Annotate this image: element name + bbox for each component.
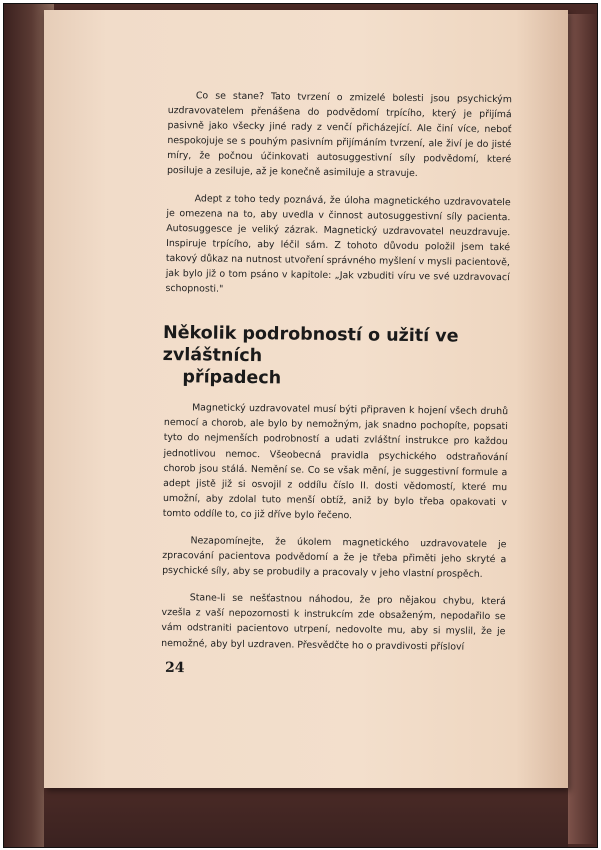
page-number: 24: [164, 659, 185, 677]
page-text: [161, 88, 512, 667]
table-background: [44, 788, 568, 848]
paragraph-5: Stane-li se nešťastnou náhodou, že pro nějakou chybu, která vzešla z vaší nepozornosti k instrukcím zde obsaženým, nepodařilo se vám odstraniti pacientovo utrpení, nedovolte mu, aby si myslil, že je nemožné, aby byl uzdraven. Přesvědčte ho o pravdivosti přísloví: [161, 592, 506, 653]
paragraph-4: Nezapomínejte, že úkolem magnetického uzdravovatele je zpracování pacientova podvědomí a že je třeba přiměti jeho skryté a psychické síly, aby se probudily a pracovaly v jeho vlastní prospěch.: [162, 535, 507, 581]
paragraph-1: Co se stane? Tato tvrzení o zmizelé bolesti jsou psychickým uzdravovatelem přenášena do podvědomí trpícího, který je přijímá pasivně jako všecky jiné rady z venčí přicházející. Ale činí více, neboť nespokojuje se s pouhým pasivním přijímáním tvrzení, ale živí je do jisté míry, že počnou účinkovati autosuggestivní síly podvědomí, které posilujе a zesilujе, až je konečně asimiluje a stravuje.: [166, 90, 512, 180]
paragraph-2: Adept z toho tedy poznává, že úloha magnetického uzdravovatele je omezena na to, aby uvedla v činnost autosuggestivní síly pacienta. Autosuggesce je veliký zázrak. Magnetický uzdravovatel neuzdravuje. Inspiruje trpícího, aby léčil sám. Z tohoto důvodu položil jsem také takový důkaz na nutnost utvoření správného myšlení v mysli pacientově, jak bylo již o tom psáno v kapitole: „Jak vzbuditi víru ve své uzdravovací schopnosti.": [165, 192, 511, 295]
section-heading: [162, 322, 509, 392]
heading-line-1: Několik podrobností o užití ve zvláštních: [162, 323, 459, 367]
paragraph-3: Magnetický uzdravovatel musí býti připraven k hojení všech druhů nemocí a chorob, ale bylo by nemožným, jak snadno pochopíte, popsati tyto do nejmenších podrobností a udati zvláštní instrukce pro každou jednotlivou nemoc. Všeobecná pravidla psychického odstraňování chorob jsou stálá. Nemění se. Co se však mění, je suggestivní formule a adept jistě již si osvojil z oddílu číslo II. dosti vědomostí, které mu umožní, aby zdolal tuto menší obtíž, aniž by bylo třeba opakovati v tomto oddíle to, co již dříve bylo řečeno.: [162, 402, 509, 522]
heading-line-2: případech: [182, 367, 282, 389]
